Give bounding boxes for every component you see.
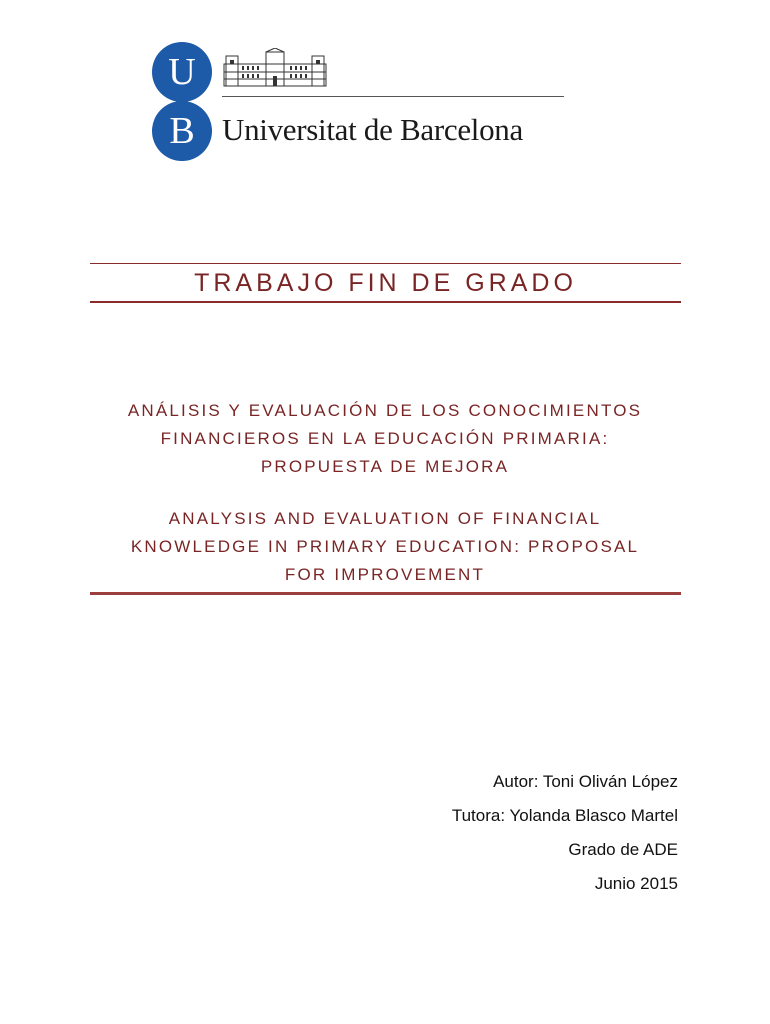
university-wordmark: Universitat de Barcelona	[222, 112, 523, 147]
date-line: Junio 2015	[594, 874, 678, 893]
title-english	[80, 505, 690, 589]
logo-b-badge: B	[152, 101, 212, 161]
title-spanish-line: ANÁLISIS Y EVALUACIÓN DE LOS CONOCIMIENTOS	[127, 401, 643, 420]
title-spanish-line: FINANCIEROS EN LA EDUCACIÓN PRIMARIA:	[160, 429, 610, 448]
title-english-line: FOR IMPROVEMENT	[284, 565, 486, 584]
title-spanish	[80, 397, 690, 481]
author-line: Autor: Toni Oliván López	[493, 772, 678, 791]
logo-divider	[222, 96, 564, 97]
tutor-line: Tutora: Yolanda Blasco Martel	[451, 806, 678, 825]
title-spanish-line: PROPUESTA DE MEJORA	[260, 457, 510, 476]
divider-bottom	[90, 592, 681, 595]
university-logo	[150, 40, 570, 160]
logo-u-badge: U	[152, 42, 212, 102]
title-english-line: ANALYSIS AND EVALUATION OF FINANCIAL	[168, 509, 602, 528]
divider-middle	[90, 301, 681, 303]
university-building-icon	[222, 48, 328, 88]
document-type-heading: TRABAJO FIN DE GRADO	[194, 269, 577, 297]
author-block	[318, 765, 678, 901]
degree-line: Grado de ADE	[568, 840, 678, 859]
title-english-line: KNOWLEDGE IN PRIMARY EDUCATION: PROPOSAL	[130, 537, 640, 556]
divider-top	[90, 263, 681, 264]
